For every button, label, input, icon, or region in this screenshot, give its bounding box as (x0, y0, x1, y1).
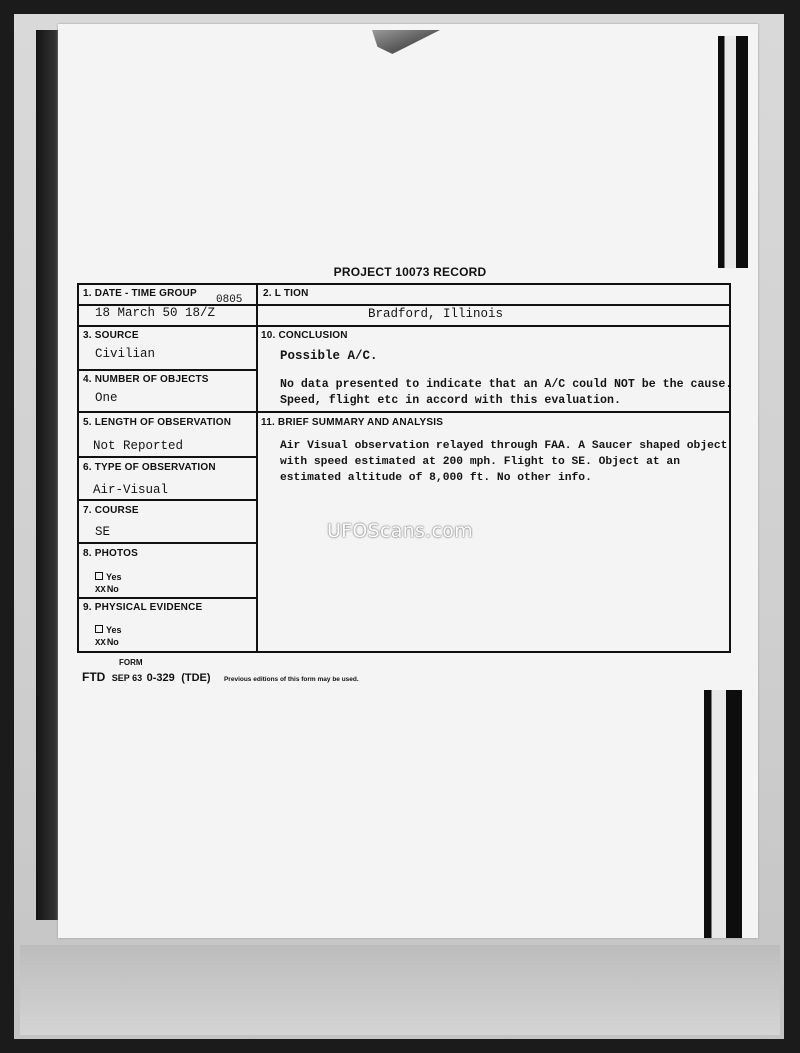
time-prefix: 18/ (185, 306, 208, 320)
location-cell (258, 285, 729, 326)
summary-line-1: Air Visual observation relayed through FAA. A Saucer shaped object (280, 440, 728, 452)
location-value: Bradford, Illinois (368, 307, 504, 321)
checkbox-checked-icon: XX (95, 638, 106, 648)
type-of-observation-cell (79, 457, 257, 500)
date-value: 18 March 50 (95, 306, 178, 320)
conclusion-value: Possible A/C. (280, 349, 378, 363)
physical-evidence-label: 9. PHYSICAL EVIDENCE (83, 602, 203, 613)
footer-org: FTD (82, 670, 106, 684)
footer-date-code: SEP 63 (111, 673, 143, 683)
photos-label: 8. PHOTOS (83, 548, 138, 559)
summary-label: 11. BRIEF SUMMARY AND ANALYSIS (261, 417, 444, 428)
scan-shadow-edge (36, 30, 60, 920)
physical-evidence-no-checkbox: XXNo (95, 637, 119, 648)
source-label: 3. SOURCE (83, 330, 139, 341)
number-of-objects-cell (79, 370, 257, 412)
checkbox-checked-icon: XX (95, 585, 106, 595)
type-of-observation-label: 6. TYPE OF OBSERVATION (83, 462, 216, 473)
photos-cell (79, 543, 257, 598)
course-label: 7. COURSE (83, 505, 139, 516)
time-correction: 0805 (216, 294, 243, 306)
conclusion-comment-line-1: No data presented to indicate that an A/C could NOT be the cause. (280, 378, 733, 391)
physical-evidence-cell (79, 598, 257, 651)
location-label: 2. L TION (263, 288, 309, 299)
footer-form-word: FORM (119, 658, 143, 667)
film-edge-mark-bottom (704, 690, 742, 938)
length-of-observation-value: Not Reported (93, 439, 184, 453)
conclusion-comment-line-2: Speed, flight etc in accord with this evaluation. (280, 394, 621, 407)
conclusion-label: 10. CONCLUSION (261, 330, 348, 341)
record-form (77, 283, 731, 653)
date-time-group-value (95, 306, 215, 320)
scan-bottom-strip (20, 945, 780, 1035)
photos-yes-checkbox: Yes (95, 572, 122, 582)
length-of-observation-cell (79, 412, 257, 457)
type-of-observation-value: Air-Visual (93, 483, 169, 497)
film-edge-mark-top (718, 36, 748, 268)
summary-line-3: estimated altitude of 8,000 ft. No other info. (280, 472, 592, 484)
conclusion-cell (258, 326, 733, 412)
checkbox-empty-icon (95, 625, 103, 633)
length-of-observation-label: 5. LENGTH OF OBSERVATION (83, 417, 232, 428)
source-value: Civilian (95, 347, 156, 361)
number-of-objects-label: 4. NUMBER OF OBJECTS (83, 374, 209, 385)
physical-evidence-yes-checkbox: Yes (95, 625, 122, 635)
summary-line-2: with speed estimated at 200 mph. Flight to SE. Object at an (280, 456, 680, 468)
date-time-group-cell (79, 285, 257, 326)
watermark: UFOScans.com (326, 520, 474, 542)
checkbox-empty-icon (95, 572, 103, 580)
course-value: SE (95, 525, 111, 539)
photos-no-checkbox: XXNo (95, 584, 119, 595)
footer-dept: (TDE) (181, 672, 211, 684)
form-title: PROJECT 10073 RECORD (333, 265, 487, 279)
footer-form-number: 0-329 (146, 672, 175, 684)
number-of-objects-value: One (95, 391, 118, 405)
footer-note: Previous editions of this form may be used. (223, 676, 359, 683)
time-suffix: Z (207, 306, 216, 320)
source-cell (79, 326, 257, 370)
date-time-group-label: 1. DATE - TIME GROUP (83, 288, 197, 299)
